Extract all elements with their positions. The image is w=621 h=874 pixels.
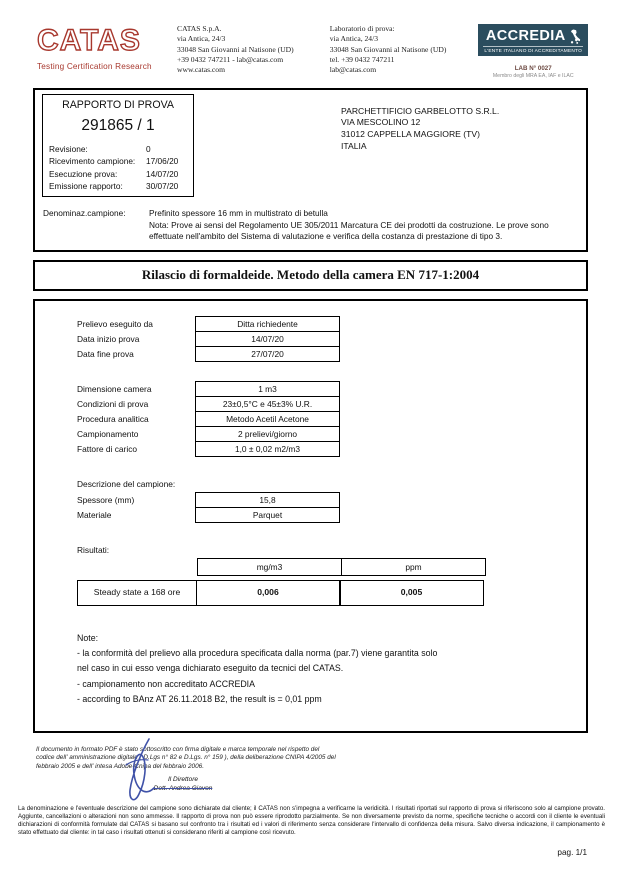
laboratory-contact	[330, 24, 479, 79]
sample-regulation-note: Nota: Prove ai sensi del Regolamento UE 305/2011 Marcatura CE dei prodotti da costruzione. Le prove sono effettuate nell'ambito del Sistema di valutazione e verifica della costanza di prestazione di tipo 3.	[149, 219, 549, 242]
conditions-table	[77, 381, 586, 457]
test-title-box	[33, 260, 588, 291]
table-row	[77, 396, 586, 412]
spec-value-cell: 2 prelievi/giorno	[195, 426, 340, 442]
result-value-ppm: 0,005	[339, 580, 484, 606]
results-col-header: mg/m3	[197, 558, 342, 576]
results-heading: Risultati:	[77, 544, 110, 555]
catas-tagline: Testing Certification Research	[37, 62, 152, 71]
spec-value-cell: 23±0,5°C e 45±3% U.R.	[195, 396, 340, 412]
table-row	[77, 346, 586, 362]
notes-heading: Note:	[77, 632, 99, 643]
sample-description-table	[77, 476, 586, 523]
spec-value-cell: Metodo Acetil Acetone	[195, 411, 340, 427]
table-row	[77, 331, 586, 347]
letterhead	[0, 0, 621, 79]
sample-denomination	[42, 208, 579, 243]
spec-label: Campionamento	[77, 428, 139, 439]
field-value: 30/07/20	[146, 181, 179, 192]
results-col-header: ppm	[341, 558, 486, 576]
sampling-table	[77, 316, 586, 362]
note-line: - campionamento non accreditato ACCREDIA	[77, 678, 255, 689]
legal-disclaimer: La denominazione e l'eventuale descrizione del campione sono dichiarate dal cliente; il CATAS non s'impegna a verificarne la veridicità. I risultati riportati sul rapporto di prova si riferiscono solo al campione provato. Aggiunte, cancellazioni o alterazioni non sono ammesse. Il rapporto di prova non può essere riprodotto parzialmente. Se non diversamente previsto da norme, specifiche tecniche o accordi con il cliente le eventuali dichiarazioni di conformità formulate dal CATAS si basano sul confronto tra i risultati ed i valori di riferimento senza considerare l'intervallo di confidenza della misura. Salvo diversa indicazione, il campionamento è stato effettuato dal cliente: in tal caso i risultati ottenuti si considerano riferiti al campione così ricevuto.	[18, 804, 605, 836]
report-box-title: RAPPORTO DI PROVA	[62, 98, 174, 111]
spec-label: Procedura analitica	[77, 413, 149, 424]
spec-label: Materiale	[77, 509, 112, 520]
result-row-label: Steady state a 168 ore	[77, 580, 197, 606]
sample-denomination-label: Denominaz.campione:	[43, 207, 126, 218]
field-label: Revisione:	[49, 143, 88, 154]
field-value: 0	[146, 143, 151, 154]
table-row	[77, 426, 586, 442]
contact-line: via Antica, 24/3	[329, 34, 379, 44]
contact-line: 33048 San Giovanni al Natisone (UD)	[329, 44, 447, 54]
accredia-name: ACCREDIA	[485, 28, 566, 44]
client-address-line: VIA MESCOLINO 12	[341, 117, 421, 128]
results-data-row	[77, 580, 586, 606]
table-row	[77, 316, 586, 332]
spec-value-cell: 1 m3	[195, 381, 340, 397]
spec-value-cell: 14/07/20	[195, 331, 340, 347]
client-address	[341, 106, 499, 197]
spec-value-cell: 27/07/20	[195, 346, 340, 362]
field-value: 17/06/20	[146, 156, 179, 167]
company-contact	[177, 24, 326, 79]
digital-signature-note: Il documento in formato PDF è stato sottoscritto con firma digitale e marca temporale nel rispetto del codice dell' amministrazione digitale ( D.Lgs n° 82 e D.Lgs. n° 159 ), della deliberazione CNIPA 4/2005 del febbraio 2005 e dell' intesa Adobe-Cnipa del febbraio 2006.	[36, 745, 336, 770]
spec-label: Data inizio prova	[77, 333, 140, 344]
table-row	[77, 507, 586, 523]
accredia-subtitle: L'ENTE ITALIANO DI ACCREDITAMENTO	[483, 46, 583, 54]
accredia-lab-number: LAB N° 0027	[514, 64, 552, 72]
test-title: Rilascio di formaldeide. Metodo della camera EN 717-1:2004	[141, 266, 480, 282]
result-value-mgm3: 0,006	[196, 580, 341, 606]
client-address-line: ITALIA	[341, 141, 367, 152]
contact-line: www.catas.com	[177, 65, 226, 74]
table-row	[77, 441, 586, 457]
contact-line: +39 0432 747211 - lab@catas.com	[177, 54, 284, 64]
signer-name: Dott. Andrea Giavon	[153, 784, 213, 792]
spec-value-cell: Parquet	[195, 507, 340, 523]
table-row	[77, 492, 586, 508]
spec-label: Data fine prova	[77, 348, 134, 359]
field-label: Ricevimento campione:	[49, 156, 136, 167]
description-heading: Descrizione del campione:	[77, 478, 176, 489]
table-row	[77, 411, 586, 427]
test-body-box	[33, 299, 588, 733]
spec-label: Spessore (mm)	[77, 494, 135, 505]
contact-line: via Antica, 24/3	[177, 34, 226, 44]
field-label: Emissione rapporto:	[49, 181, 123, 192]
spec-value-cell: 1,0 ± 0,02 m2/m3	[195, 441, 340, 457]
table-row	[77, 381, 586, 397]
contact-line: tel. +39 0432 747211	[329, 54, 395, 64]
report-header-box	[33, 88, 588, 252]
notes-block	[77, 631, 586, 707]
field-label: Esecuzione prova:	[49, 168, 118, 179]
spec-label: Condizioni di prova	[77, 398, 149, 409]
signer-title: Il Direttore	[168, 776, 198, 784]
page-number: pag. 1/1	[557, 847, 587, 857]
note-line: - la conformità del prelievo alla procedura specificata dalla norma (par.7) viene garantita solo	[77, 648, 438, 659]
results-table	[77, 542, 586, 606]
results-header-spacer	[77, 558, 197, 576]
accredia-logo	[478, 24, 588, 79]
results-header-row	[77, 558, 586, 576]
spec-label: Fattore di carico	[77, 443, 138, 454]
signature-scrawl	[118, 737, 170, 807]
spec-label: Prelievo eseguito da	[77, 318, 153, 329]
spec-label: Dimensione camera	[77, 383, 152, 394]
note-line: nel caso in cui esso venga dichiarato eseguito da tecnici del CATAS.	[77, 663, 344, 674]
sample-description: Prefinito spessore 16 mm in multistrato di betulla	[149, 207, 328, 218]
contact-line: CATAS S.p.A.	[177, 24, 222, 33]
contact-line: lab@catas.com	[329, 65, 377, 74]
spec-value-cell: Ditta richiedente	[195, 316, 340, 332]
catas-logo	[37, 24, 165, 79]
spec-value-cell: 15,8	[195, 492, 340, 508]
field-value: 14/07/20	[146, 168, 179, 179]
catas-logo-text: CATAS	[37, 24, 141, 56]
client-address-line: 31012 CAPPELLA MAGGIORE (TV)	[341, 129, 480, 140]
report-id-box	[42, 94, 194, 197]
note-line: - according to BAnz AT 26.11.2018 B2, the result is = 0,01 ppm	[77, 693, 322, 704]
report-fields	[49, 143, 187, 193]
contact-line: 33048 San Giovanni al Natisone (UD)	[177, 44, 294, 54]
report-number: 291865 / 1	[81, 116, 155, 134]
italy-map-icon	[570, 29, 581, 44]
catas-logo-icon	[37, 24, 165, 56]
accredia-membership: Membro degli MRA EA, IAF e ILAC	[492, 72, 574, 79]
contact-line: Laboratorio di prova:	[329, 24, 395, 33]
client-address-line: PARCHETTIFICIO GARBELOTTO S.R.L.	[341, 105, 500, 116]
accredia-badge	[478, 24, 588, 56]
